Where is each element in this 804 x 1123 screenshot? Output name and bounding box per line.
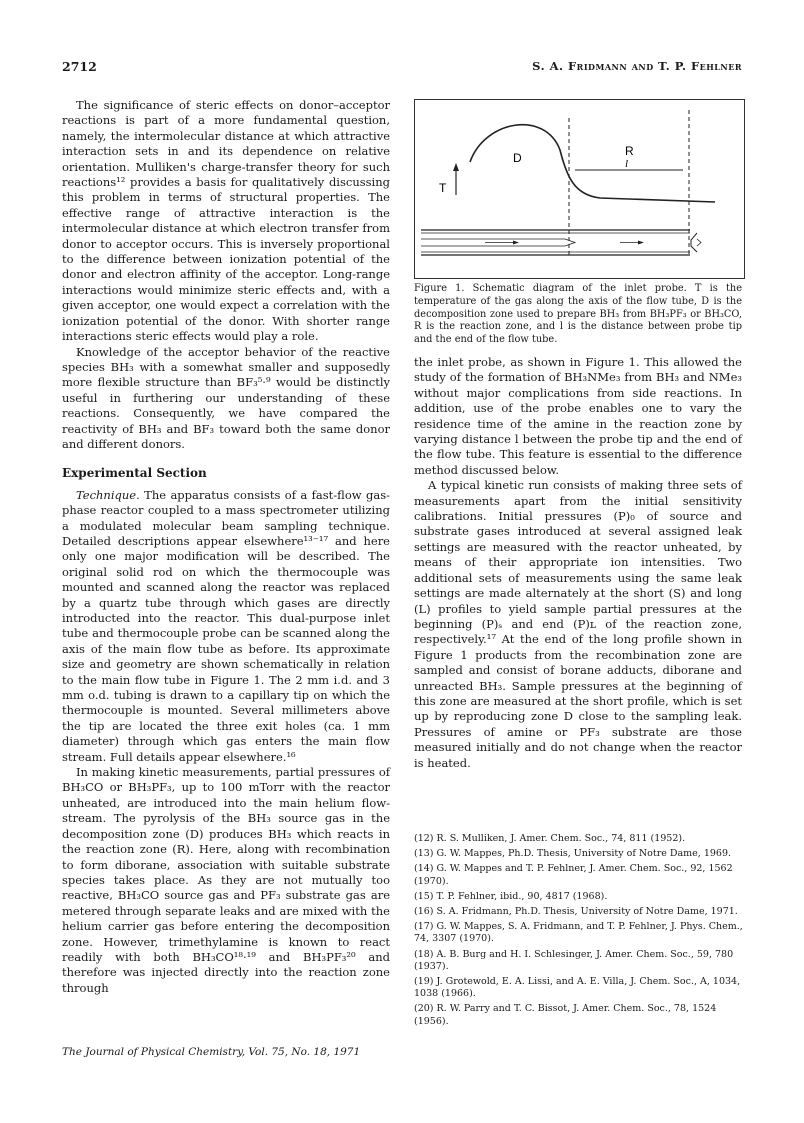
label-l: l: [625, 158, 629, 170]
reference-item: (14) G. W. Mappes and T. P. Fehlner, J. Amer. Chem. Soc., 92, 1562 (1970).: [414, 863, 733, 887]
intro-paragraph: The significance of steric effects on donor–acceptor reactions is part of a more fundamental question, namely, the intermolecular distance at which attractive interaction sets in and its dependence on relative orientation. Mulliken's charge-transfer theory for such reactions¹² provides a basis for qualitatively discussing this problem in terms of structural properties. The effective range of attractive interaction is the intermolecular distance at which electron transfer from donor to acceptor occurs. This is inversely proportional to the difference between ionization potential of the donor and electron affinity of the acceptor. Long-range interactions would minimize steric effects and, with a given acceptor, one would expect a correlation with the ionization potential of the donor. With shorter range interactions steric effects would play a role.: [62, 98, 390, 344]
reference-item: (12) R. S. Mulliken, J. Amer. Chem. Soc., 74, 811 (1952).: [414, 833, 686, 844]
section-title: Experimental Section: [62, 466, 207, 481]
reference-item: (20) R. W. Parry and T. C. Bissot, J. Amer. Chem. Soc., 78, 1524 (1956).: [414, 1003, 717, 1027]
probe-tip: [565, 239, 575, 246]
sampling-orifice: [691, 233, 697, 252]
inlet-probe-schematic: [415, 100, 744, 278]
sampling-cone: [697, 239, 701, 246]
acceptor-paragraph: Knowledge of the acceptor behavior of the reactive species BH₃ with a somewhat smaller and supposedly more flexible structure than BF₃⁵·⁹ would be distinctly useful in furthering our understanding of these reactions. Consequently, we have compared the reactivity of BH₃ and BF₃ toward both the same donor and different donors.: [62, 344, 390, 451]
kinetic-run-paragraph: A typical kinetic run consists of making three sets of measurements apart from the initial sensitivity calibrations. Initial pressures (P)₀ of source and substrate gases introduced at several assigned leak settings are measured with the reactor unheated, by means of their appropriate ion intensities. Two additional sets of measurements using the same leak settings are made alternately at the short (S) and long (L) profiles to yield sample partial pressures at the beginning (P)ₛ and end (P)ʟ of the reaction zone, respectively.¹⁷ At the end of the long profile shown in Figure 1 products from the recombination zone are sampled and consist of borane adducts, diborane and unreacted BH₃. Sample pressures at the beginning of this zone are measured at the short profile, which is set up by reproducing zone D close to the sampling leak. Pressures of amine or PF₃ substrate are those measured initially and do not change when the reactor is heated.: [414, 478, 742, 770]
left-column: [62, 98, 390, 996]
references-list: [414, 833, 744, 1031]
probe-paragraph: the inlet probe, as shown in Figure 1. This allowed the study of the formation of BH₃NMe₃ from BH₃ and NMe₃ without major complications from side reactions. In addition, use of the probe enables one to vary the residence time of the amine in the reaction zone by varying distance l between the probe tip and the end of the flow tube. This feature is essential to the difference method discussed below.: [414, 355, 742, 477]
technique-paragraph: [62, 488, 390, 765]
reference-item: (19) J. Grotewold, E. A. Lissi, and A. E. Villa, J. Chem. Soc., A, 1034, 1038 (1966).: [414, 976, 741, 1000]
label-r: R: [625, 144, 634, 158]
temperature-profile-curve: [470, 125, 715, 202]
reference-item: (13) G. W. Mappes, Ph.D. Thesis, University of Notre Dame, 1969.: [414, 848, 732, 860]
technique-body: The apparatus consists of a fast-flow gas-phase reactor coupled to a mass spectrometer utilizing a modulated molecular beam sampling technique. Detailed descriptions appear elsewhere¹³⁻¹⁷ and here only one major modification will be described. The original solid rod on which the thermocouple was mounted and scanned along the reactor was replaced by a quartz tube through which gases are directly introducted into the reactor. This dual-purpose inlet tube and thermocouple probe can be scanned along the axis of the main flow tube as before. Its approximate size and geometry are shown schematically in relation to the main flow tube in Figure 1. The 2 mm i.d. and 3 mm o.d. tubing is drawn to a capillary tip on which the thermocouple is mounted. Several millimeters above the tip are located the three exit holes (ca. 1 mm diameter) through which gas enters the main flow stream. Full details appear elsewhere.¹⁶: [62, 487, 390, 764]
reference-item: (18) A. B. Burg and H. I. Schlesinger, J. Amer. Chem. Soc., 59, 780 (1937).: [414, 948, 734, 972]
label-t: T: [439, 181, 447, 195]
label-d: D: [513, 151, 522, 165]
page-number: 2712: [62, 59, 97, 74]
reference-item: (15) T. P. Fehlner, ibid., 90, 4817 (1968).: [414, 890, 608, 902]
t-arrow-head: [453, 163, 459, 171]
kinetic-paragraph: In making kinetic measurements, partial pressures of BH₃CO or BH₃PF₃, up to 100 mTorr with the reactor unheated, are introduced into the main helium flow-stream. The pyrolysis of the BH₃ source gas in the decomposition zone (D) produces BH₃ which reacts in the reaction zone (R). Here, along with recombination to form diborane, association with suitable substrate species takes place. As they are not mutually too reactive, BH₃CO source gas and PF₃ substrate gas are metered through separate leaks and are mixed with the helium carrier gas before entering the decomposition zone. However, trimethylamine is known to react readily with both BH₃CO¹⁸·¹⁹ and BH₃PF₃²⁰ and therefore was injected directly into the reaction zone through: [62, 765, 390, 995]
right-column: [414, 355, 742, 771]
figure-caption: Figure 1. Schematic diagram of the inlet probe. T is the temperature of the gas along the axis of the flow tube, D is the decomposition zone used to prepare BH₃ from BH₃PF₃ or BH₃CO, R is the reaction zone, and l is the distance between probe tip and the end of the flow tube.: [414, 283, 742, 346]
flow-arrow-2-head: [638, 241, 644, 245]
journal-footer: The Journal of Physical Chemistry, Vol. 75, No. 18, 1971: [62, 1046, 361, 1058]
running-head: S. A. Fridmann and T. P. Fehlner: [532, 59, 742, 73]
reference-item: (16) S. A. Fridmann, Ph.D. Thesis, University of Notre Dame, 1971.: [414, 906, 738, 918]
technique-subhead: Technique.: [76, 487, 140, 502]
reference-item: (17) G. W. Mappes, S. A. Fridmann, and T. P. Fehlner, J. Phys. Chem., 74, 3307 (1970).: [414, 921, 743, 945]
figure-1-diagram: [414, 99, 745, 279]
flow-arrow-1-head: [513, 241, 519, 245]
